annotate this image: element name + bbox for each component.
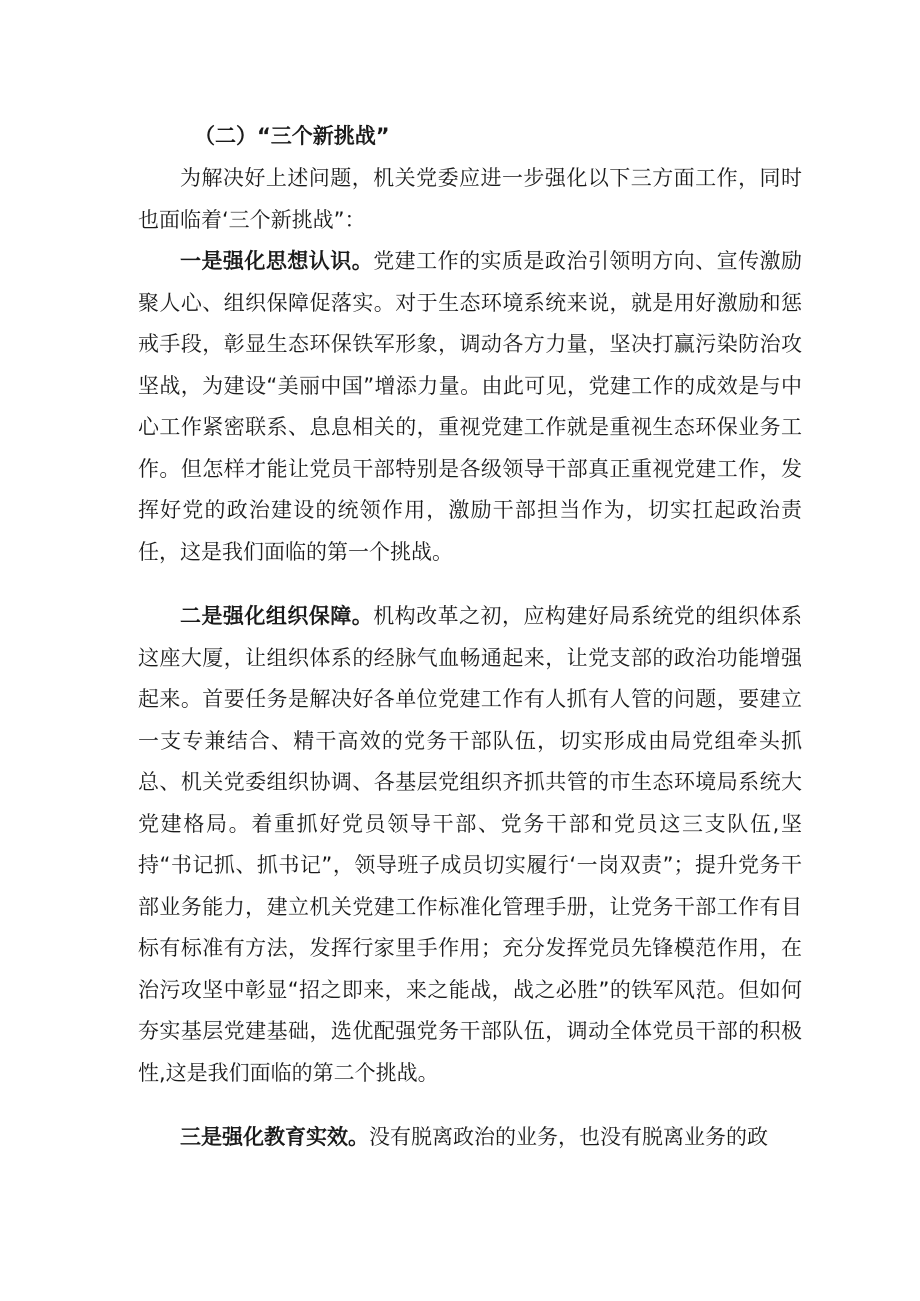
section-heading: （二）“三个新挑战”: [194, 124, 390, 148]
paragraph-point-one: [138, 241, 802, 573]
paragraph-lead: 二是强化组织保障。: [180, 604, 374, 628]
paragraph-text: 没有脱离政治的业务，也没有脱离业务的政: [369, 1125, 768, 1149]
paragraph-lead: 三是强化教育实效。: [180, 1125, 369, 1149]
paragraph-text: 为解决好上述问题，机关党委应进一步强化以下三方面工作，同时也面临着‘三个新挑战”：: [138, 166, 802, 232]
paragraph-text: 机构改革之初，应构建好局系统党的组织体系这座大厦，让组织体系的经脉气血畅通起来，让党支部的政治功能增强起来。首要任务是解决好各单位党建工作有人抓有人管的问题，要建立一支专兼结合、精干高效的党务干部队伍，切实形成由局党组牵头抓总、机关党委组织协调、各基层党组织齐抓共管的市生态环境局系统大党建格局。着重抓好党员领导干部、党务干部和党员这三支队伍,坚持“书记抓、抓书记”，领导班子成员切实履行‘一岗双责”；提升党务干部业务能力，建立机关党建工作标准化管理手册，让党务干部工作有目标有标准有方法，发挥行家里手作用；充分发挥党员先锋模范作用，在治污攻坚中彰显“招之即来，来之能战，战之必胜”的铁军风范。但如何夯实基层党建基础，选优配强党务干部队伍，调动全体党员干部的积极性,这是我们面临的第二个挑战。: [138, 604, 803, 1085]
paragraph-point-three: [138, 1117, 802, 1159]
paragraph-lead: 一是强化思想认识。: [180, 249, 374, 273]
paragraph-intro: [138, 158, 802, 241]
paragraph-text: 党建工作的实质是政治引领明方向、宣传激励聚人心、组织保障促落实。对于生态环境系统来说，就是用好激励和惩戒手段，彰显生态环保铁军形象，调动各方力量，坚决打赢污染防治攻坚战，为建设“美丽中国”增添力量。由此可见，党建工作的成效是与中心工作紧密联系、息息相关的，重视党建工作就是重视生态环保业务工作。但怎样才能让党员干部特别是各级领导干部真正重视党建工作，发挥好党的政治建设的统领作用，激励干部担当作为，切实扛起政治责任，这是我们面临的第一个挑战。: [138, 249, 803, 564]
paragraph-point-two: [138, 596, 802, 1094]
